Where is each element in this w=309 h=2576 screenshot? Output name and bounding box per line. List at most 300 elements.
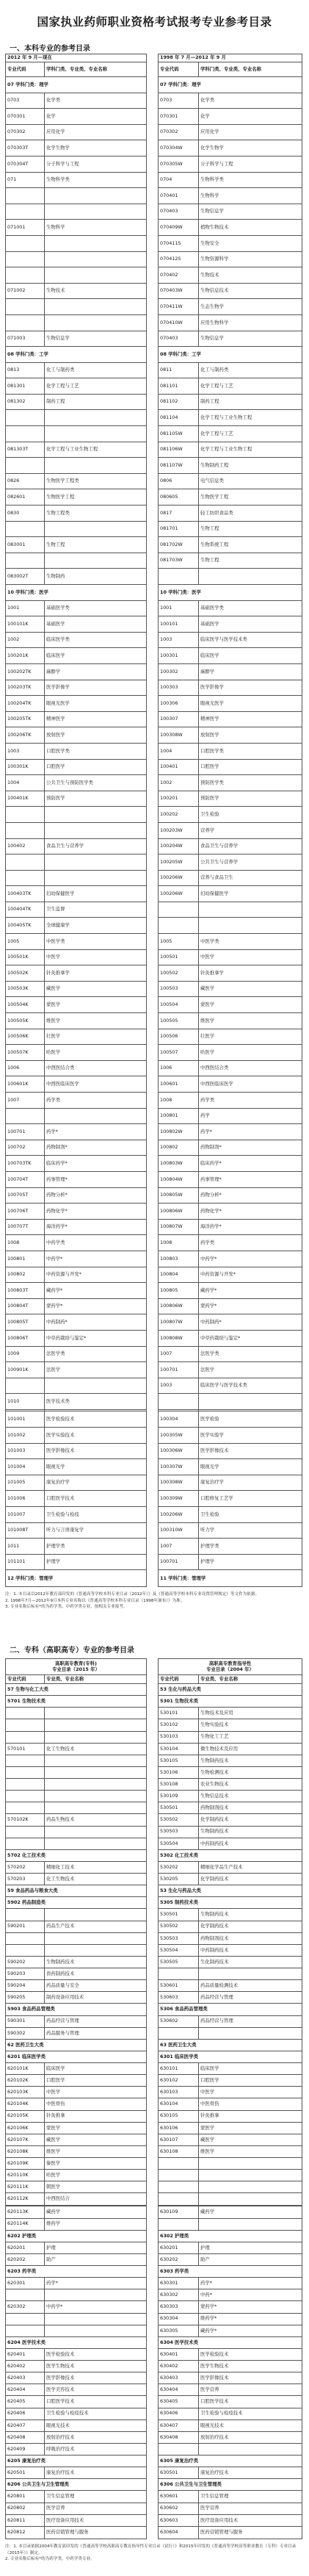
table-row — [6, 1060, 302, 1076]
column-gap — [147, 1779, 159, 1791]
column-gap — [147, 314, 159, 331]
major-name-cell: 中医学类 — [45, 934, 147, 950]
major-code-cell: 100803W — [159, 1156, 199, 1172]
major-code-cell: 1004 — [6, 775, 45, 791]
major-code-cell: 100802W — [159, 1124, 199, 1140]
major-name-cell: 生物信息技术 — [199, 1791, 302, 1802]
major-code-cell: 630201 — [159, 2242, 199, 2253]
table-row — [6, 2372, 302, 2384]
column-gap — [147, 1093, 159, 1109]
major-code-cell — [6, 807, 45, 823]
major-name-cell: 藏医学 — [199, 2134, 302, 2145]
table-row — [6, 2122, 302, 2134]
table-row — [6, 1507, 302, 1523]
column-gap — [147, 1156, 159, 1172]
major-code-cell — [6, 1779, 45, 1791]
col-header-code: 专业代码 — [159, 62, 199, 77]
table-row — [6, 2110, 302, 2122]
major-name-cell — [45, 1802, 147, 1814]
column-gap — [147, 1849, 159, 1861]
major-name-cell — [45, 314, 147, 331]
major-name-cell: 口腔医学 — [199, 2075, 302, 2087]
major-name-cell — [45, 553, 147, 569]
major-code-cell: 620108K — [6, 2145, 45, 2157]
table-row — [6, 156, 302, 172]
major-name-cell: 临床医学类 — [45, 632, 147, 648]
major-name-cell: 医学影像技术 — [45, 1443, 147, 1459]
table-row — [6, 537, 302, 553]
major-code-cell: 590204 — [6, 1980, 45, 1992]
major-code-cell: 53 生化与药品大类 — [159, 1684, 302, 1696]
major-code-cell — [6, 1766, 45, 1778]
table-row — [6, 378, 302, 395]
table-row — [6, 2193, 302, 2205]
column-gap — [147, 949, 159, 965]
major-name-cell: 制药工程 — [45, 394, 147, 410]
major-name-cell: 蒙医学 — [199, 2122, 302, 2134]
column-gap — [147, 2027, 159, 2039]
major-name-cell: 维医学 — [45, 2145, 147, 2157]
table-row — [6, 267, 302, 284]
table-row — [6, 1093, 302, 1109]
major-name-cell: 中医学 — [199, 949, 302, 965]
table-row — [6, 934, 302, 950]
table-row — [6, 1921, 302, 1932]
column-gap — [147, 1885, 159, 1897]
major-code-cell: 07 学科门类：理学 — [159, 77, 302, 93]
major-code-cell: 620109K — [6, 2158, 45, 2170]
major-name-cell: 生物工程类 — [45, 506, 147, 522]
major-code-cell: 620406 — [6, 2408, 45, 2420]
major-name-cell: 营养与食品卫生 — [199, 870, 302, 886]
column-gap — [147, 663, 159, 680]
table-row — [6, 2075, 302, 2087]
major-name-cell: 护理 — [45, 2242, 147, 2253]
major-code-cell: 100303 — [159, 680, 199, 696]
column-gap — [147, 902, 159, 918]
major-name-cell: 中药学* — [45, 2301, 147, 2313]
column-gap — [147, 1298, 159, 1314]
major-code-cell: 12 学科门类：管理学 — [6, 1570, 147, 1587]
major-name-cell — [45, 1719, 147, 1731]
major-name-cell: 中西医结合 — [45, 2193, 147, 2205]
table-row — [6, 489, 302, 506]
footnote-line: 注：1. 本目录依据2004年教育部印发的《普通高等学校高职高专教育指导性专业目录（试行）》和2015年印发的《普通高等学校高等职业教育（专科）专业目录（2015年）》制定。 — [5, 2544, 297, 2555]
major-name-cell: 法医学 — [199, 1362, 302, 1378]
column-gap — [147, 680, 159, 696]
major-name-cell: 轻工纺织食品类 — [199, 506, 302, 522]
table-row — [6, 2443, 302, 2455]
column-gap — [147, 331, 159, 347]
table-row — [6, 426, 302, 442]
major-code-cell: 5903 食品药品管理类 — [6, 2004, 147, 2015]
table-row — [6, 1719, 302, 1731]
table-row — [6, 1346, 302, 1362]
major-code-cell: 630304 — [159, 2313, 199, 2325]
major-code-cell: 08 学科门类：工学 — [159, 347, 302, 363]
major-name-cell: 临床医学与医学技术类 — [199, 1378, 302, 1394]
major-code-cell: 630106 — [159, 2122, 199, 2134]
col-header-name: 学科门类、专业类、专业名称 — [199, 62, 302, 77]
major-code-cell — [6, 1755, 45, 1766]
table-row — [6, 1124, 302, 1140]
column-gap — [147, 1140, 159, 1156]
major-name-cell: 临床药学* — [45, 1156, 147, 1172]
table-row — [6, 2230, 302, 2242]
major-code-cell: 1010 — [6, 1394, 45, 1410]
table-row — [6, 442, 302, 458]
column-gap — [147, 2408, 159, 2420]
major-name-cell: 医学影像技术 — [199, 2372, 302, 2384]
column-gap — [147, 743, 159, 759]
major-code-cell: 070401 — [159, 188, 199, 204]
column-gap — [147, 2170, 159, 2181]
column-gap — [147, 2051, 159, 2062]
column-gap — [147, 2420, 159, 2431]
major-name-cell: 药物制剂* — [45, 1140, 147, 1156]
major-name-cell: 公共卫生与预防医学类 — [45, 775, 147, 791]
major-code-cell — [159, 2170, 199, 2181]
major-name-cell: 呼吸治疗技术 — [45, 2443, 147, 2455]
table-row — [6, 1826, 302, 1838]
major-code-cell: 630405 — [159, 2396, 199, 2408]
major-name-cell: 生物医学工程类 — [45, 473, 147, 489]
major-code-cell: 100205TK — [6, 711, 45, 727]
major-code-cell: 620301 — [6, 2278, 45, 2289]
major-code-cell: 100308W — [159, 727, 199, 744]
column-gap — [147, 585, 159, 601]
major-code-cell: 100502 — [159, 965, 199, 982]
table-row — [6, 886, 302, 902]
column-gap — [147, 2158, 159, 2170]
column-gap — [147, 1346, 159, 1362]
major-code-cell: 070402 — [159, 267, 199, 284]
table-row — [6, 1849, 302, 1861]
column-gap — [147, 2479, 159, 2491]
major-name-cell: 放射医学 — [45, 727, 147, 744]
major-code-cell: 530106 — [159, 1766, 199, 1778]
major-code-cell: 590203 — [6, 1968, 45, 1980]
major-name-cell — [45, 1909, 147, 1921]
major-name-cell — [45, 204, 147, 220]
column-gap — [147, 1394, 159, 1410]
table-row — [6, 1013, 302, 1029]
major-name-cell: 医疗设备应用技术 — [199, 2514, 302, 2526]
major-code-cell: 630401 — [159, 2348, 199, 2360]
major-name-cell: 药品质量检测技术 — [199, 1980, 302, 1992]
major-name-cell: 医学影像技术 — [45, 2372, 147, 2384]
major-code-cell: 081106W — [159, 442, 199, 458]
major-code-cell: 620106K — [6, 2122, 45, 2134]
major-name-cell: 藏医学 — [45, 2134, 147, 2145]
major-code-cell: 100507K — [6, 1045, 45, 1061]
column-gap — [147, 2253, 159, 2265]
column-gap — [147, 2431, 159, 2443]
major-name-cell: 精神医学 — [45, 711, 147, 727]
column-gap — [147, 1802, 159, 1814]
major-code-cell: 6203 药学类 — [6, 2266, 147, 2278]
major-code-cell: 1008 — [159, 1093, 199, 1109]
column-gap — [147, 1060, 159, 1076]
table-row — [6, 140, 302, 156]
major-name-cell: 药学类 — [199, 1093, 302, 1109]
major-code-cell — [159, 2181, 199, 2193]
major-name-cell: 哈医学 — [45, 2170, 147, 2181]
major-code-cell: 1003 — [159, 632, 199, 648]
major-code-cell: 1002 — [6, 632, 45, 648]
major-name-cell: 放射治疗技术 — [199, 2431, 302, 2443]
major-code-cell: 10 学科门类：医学 — [6, 585, 147, 601]
column-gap — [147, 1554, 159, 1570]
major-name-cell — [45, 235, 147, 251]
table-row — [6, 807, 302, 823]
major-code-cell: 083001 — [6, 537, 45, 553]
major-name-cell: 中西医临床医学 — [199, 1076, 302, 1093]
major-name-cell: 预防医学类 — [199, 775, 302, 791]
major-code-cell: 070304W — [159, 140, 199, 156]
major-code-cell — [159, 902, 199, 918]
table-row — [6, 1956, 302, 1968]
column-gap — [147, 2348, 159, 2360]
column-gap — [147, 759, 159, 775]
table-row — [6, 1696, 302, 1708]
major-code-cell: 100203TK — [6, 680, 45, 696]
major-name-cell: 医学影像学 — [45, 680, 147, 696]
major-code-cell: 620107K — [6, 2134, 45, 2145]
column-gap — [147, 458, 159, 474]
major-code-cell: 081702W — [159, 537, 199, 553]
table-row — [6, 2039, 302, 2051]
major-name-cell: 生化制药技术 — [199, 1956, 302, 1968]
table-row — [6, 1755, 302, 1766]
major-code-cell: 10 学科门类：医学 — [159, 585, 302, 601]
major-name-cell: 蒙药学* — [45, 1298, 147, 1314]
table-row — [6, 1076, 302, 1093]
major-code-cell: 1005 — [6, 934, 45, 950]
table-row — [6, 1171, 302, 1187]
major-name-cell: 口腔医学技术 — [45, 1491, 147, 1507]
page-title: 国家执业药师职业资格考试报考专业参考目录 — [37, 15, 272, 29]
major-code-cell: 100310W — [159, 1522, 199, 1539]
major-name-cell: 中药学类 — [45, 1235, 147, 1251]
table-row — [6, 2503, 302, 2514]
column-gap — [147, 1980, 159, 1992]
table-row — [6, 1187, 302, 1204]
column-gap — [147, 1861, 159, 1873]
major-name-cell — [45, 2313, 147, 2325]
column-gap — [147, 727, 159, 744]
major-name-cell — [45, 1708, 147, 1719]
major-code-cell: 6301 临床医学类 — [159, 2051, 302, 2062]
table-row — [6, 1708, 302, 1719]
major-code-cell: 6303 药学类 — [159, 2266, 302, 2278]
major-code-cell: 100304 — [159, 1411, 199, 1428]
table-row — [6, 696, 302, 712]
major-code-cell: 620801 — [6, 2491, 45, 2503]
major-code-cell: 620114K — [6, 2218, 45, 2230]
major-code-cell: 081301 — [6, 378, 45, 395]
major-name-cell: 医疗设备应用技术 — [45, 2514, 147, 2526]
major-name-cell: 放射治疗技术 — [45, 2431, 147, 2443]
major-code-cell: 630104 — [159, 2098, 199, 2110]
major-code-cell: 620402 — [6, 2361, 45, 2372]
major-name-cell: 制药工程 — [199, 394, 302, 410]
column-gap — [147, 1459, 159, 1475]
column-gap — [147, 2396, 159, 2408]
major-code-cell: 100203W — [159, 822, 199, 838]
right-title: 高职高专教育指导性 — [208, 1661, 252, 1667]
column-gap — [147, 2230, 159, 2242]
major-name-cell: 中药制药技术 — [199, 1838, 302, 1849]
major-name-cell — [199, 902, 302, 918]
column-gap — [147, 188, 159, 204]
major-name-cell — [199, 2181, 302, 2193]
major-name-cell: 生物资源科学 — [199, 251, 302, 267]
table-row — [6, 521, 302, 537]
major-code-cell: 101002 — [6, 1428, 45, 1444]
major-name-cell: 药品经营与管理 — [199, 1992, 302, 2004]
major-code-cell: 100404TK — [6, 902, 45, 918]
major-name-cell: 药物分析* — [45, 1187, 147, 1204]
major-name-cell: 法医学类 — [199, 1346, 302, 1362]
major-name-cell: 生物信息学 — [199, 204, 302, 220]
major-code-cell: 6305 康复治疗类 — [159, 2456, 302, 2467]
major-code-cell: 6304 医学技术类 — [159, 2336, 302, 2348]
major-code-cell: 530503 — [159, 1932, 199, 1944]
major-code-cell: 070301 — [6, 109, 45, 125]
major-name-cell: 食品卫生与营养学 — [45, 838, 147, 855]
major-code-cell: 083002T — [6, 569, 45, 585]
major-code-cell: 081302 — [6, 394, 45, 410]
major-code-cell: 100503K — [6, 981, 45, 997]
column-gap — [147, 2087, 159, 2098]
major-code-cell: 530105 — [159, 1755, 199, 1766]
major-code-cell — [159, 569, 199, 585]
major-name-cell: 预防医学 — [199, 791, 302, 807]
major-name-cell — [45, 2289, 147, 2301]
column-gap — [147, 156, 159, 172]
major-name-cell: 眼视光学 — [45, 1459, 147, 1475]
major-code-cell: 070403 — [159, 204, 199, 220]
major-code-cell: 5305 制药技术类 — [159, 1897, 302, 1909]
major-code-cell: 070301 — [159, 109, 199, 125]
major-code-cell — [159, 2218, 199, 2230]
major-code-cell: 570101 — [6, 1743, 45, 1755]
column-gap — [147, 2181, 159, 2193]
column-gap — [147, 2372, 159, 2384]
major-name-cell: 麻醉学 — [199, 663, 302, 680]
major-code-cell: 100806T — [6, 1330, 45, 1346]
table-period-left: 2012 年 9 月—现在 — [6, 54, 147, 62]
major-code-cell — [6, 410, 45, 426]
column-gap — [147, 1204, 159, 1220]
major-name-cell: 口腔医学技术 — [45, 2396, 147, 2408]
major-code-cell: 620407 — [6, 2420, 45, 2431]
major-code-cell: 62 医药卫生大类 — [6, 2039, 147, 2051]
major-name-cell: 卫生检验 — [199, 807, 302, 823]
major-name-cell — [45, 1378, 147, 1394]
table-row — [6, 870, 302, 886]
major-name-cell: 应用化学 — [45, 124, 147, 140]
major-name-cell: 中药学* — [199, 1251, 302, 1267]
table-row — [6, 2004, 302, 2015]
major-code-cell: 070411W — [159, 299, 199, 315]
major-code-cell: 630103 — [159, 2087, 199, 2098]
major-name-cell: 化学类 — [199, 93, 302, 109]
major-code-cell: 620409 — [6, 2443, 45, 2455]
major-name-cell: 生物医学工程 — [45, 489, 147, 506]
major-name-cell: 藏药学* — [199, 2325, 302, 2336]
major-name-cell: 中药资源与开发* — [199, 1267, 302, 1283]
table-row — [6, 1814, 302, 1826]
major-code-cell: 1001 — [6, 600, 45, 616]
major-name-cell: 卫生信息管理 — [45, 2491, 147, 2503]
table-row — [6, 2158, 302, 2170]
major-code-cell: 630603 — [159, 2514, 199, 2526]
major-code-cell: 530602 — [159, 2015, 199, 2027]
major-name-cell: 生物技术及应用 — [199, 1708, 302, 1719]
major-code-cell: 081703W — [159, 553, 199, 569]
major-code-cell: 100205W — [159, 855, 199, 871]
major-name-cell: 营养学 — [199, 822, 302, 838]
major-name-cell: 基础医学 — [199, 616, 302, 633]
column-gap — [147, 1766, 159, 1778]
table-row — [6, 410, 302, 426]
major-code-cell — [6, 2325, 45, 2336]
major-code-cell: 100309W — [159, 1491, 199, 1507]
major-name-cell: 中药* — [199, 2289, 302, 2301]
column-gap — [147, 1013, 159, 1029]
major-code-cell: 100701 — [6, 1124, 45, 1140]
major-name-cell: 临床医学 — [199, 648, 302, 664]
major-code-cell: 100503 — [159, 981, 199, 997]
table-row — [6, 855, 302, 871]
major-code-cell: 59 食品药品与粮食大类 — [6, 1885, 147, 1897]
major-name-cell: 中药学* — [45, 1251, 147, 1267]
column-gap — [147, 2206, 159, 2218]
major-code-cell — [6, 314, 45, 331]
major-code-cell — [6, 1944, 45, 1956]
table-row — [6, 838, 302, 855]
column-gap — [147, 124, 159, 140]
major-name-cell: 药品质量与安全 — [45, 1980, 147, 1992]
major-code-cell: 620401 — [6, 2348, 45, 2360]
major-name-cell: 兽药制药技术 — [45, 1968, 147, 1980]
major-name-cell: 医药营销管理与服务 — [45, 2526, 147, 2539]
major-code-cell: 070409W — [159, 220, 199, 236]
major-name-cell: 生物工程 — [199, 521, 302, 537]
major-name-cell: 针灸推拿 — [199, 2110, 302, 2122]
table-row — [6, 2313, 302, 2325]
major-name-cell: 化学生物学 — [199, 140, 302, 156]
table-row — [6, 2420, 302, 2431]
table-row — [6, 1944, 302, 1956]
major-code-cell: 570203 — [6, 1874, 45, 1885]
table-row — [6, 711, 302, 727]
major-name-cell: 药品经营与管理 — [45, 2015, 147, 2027]
column-gap — [147, 267, 159, 284]
major-code-cell: 1002 — [159, 775, 199, 791]
major-code-cell: 100808W — [159, 1330, 199, 1346]
major-code-cell — [159, 1394, 199, 1410]
column-gap — [147, 1475, 159, 1491]
table-row — [6, 1491, 302, 1507]
column-gap — [147, 1743, 159, 1755]
major-name-cell: 康复治疗技术 — [45, 2467, 147, 2479]
column-gap — [147, 870, 159, 886]
major-name-cell — [45, 188, 147, 204]
major-code-cell: 100401K — [6, 791, 45, 807]
